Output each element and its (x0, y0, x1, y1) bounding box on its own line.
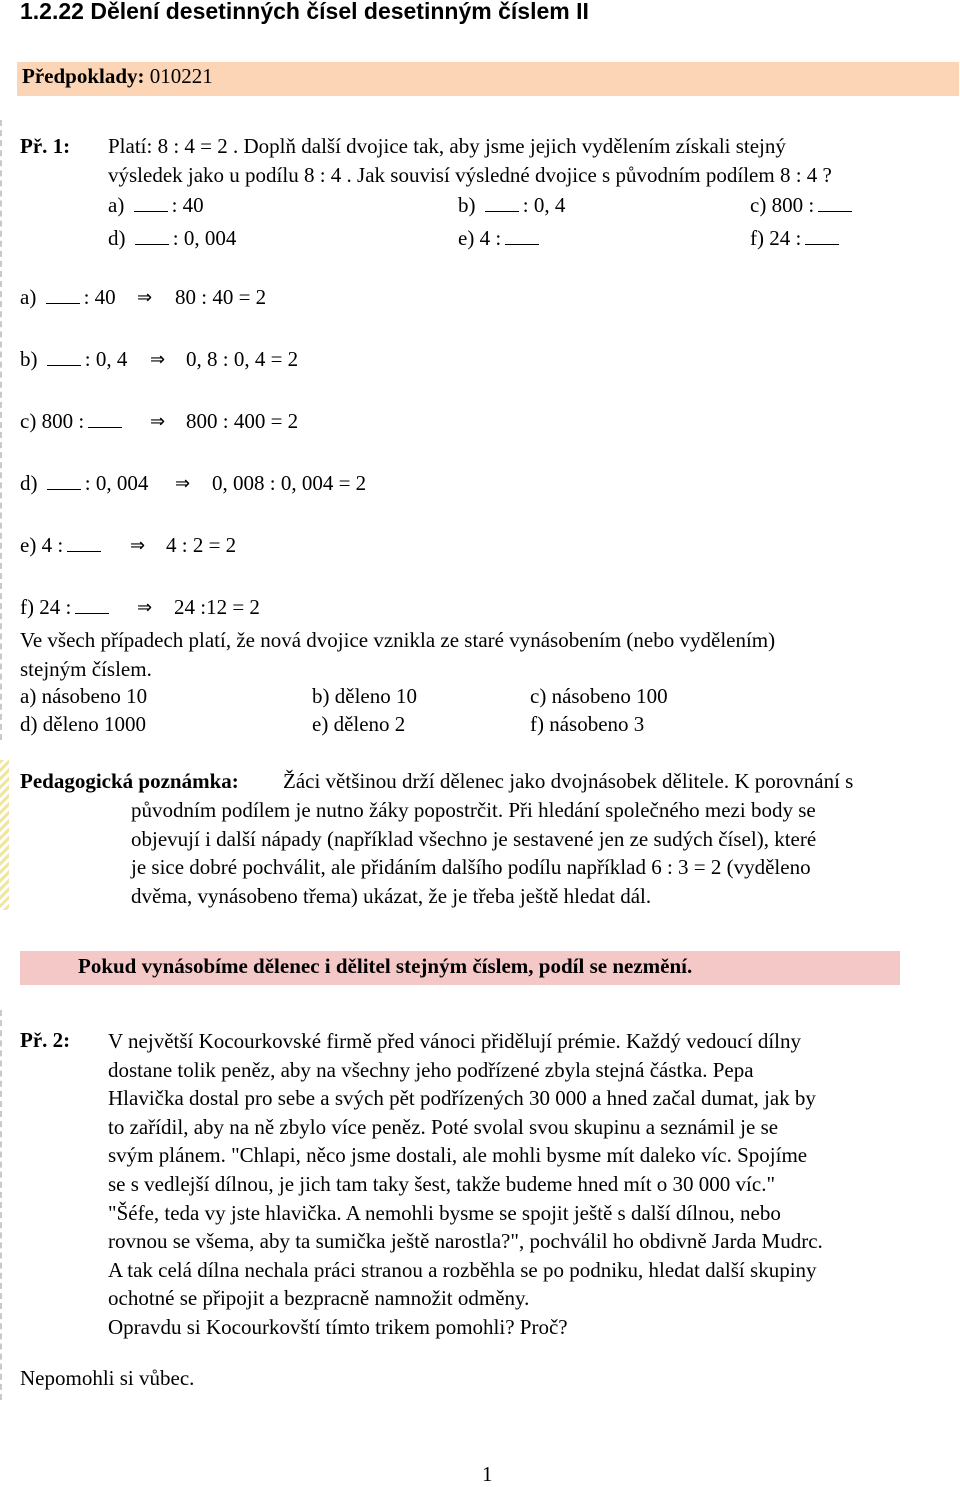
task-f (750, 226, 843, 251)
implies-arrow: ⇒ (130, 535, 146, 556)
prerequisites-value: 010221 (149, 64, 213, 88)
task-e (458, 226, 543, 251)
example-2-line: Opravdu si Kocourkovští tímto trikem pomohli? Proč? (108, 1314, 568, 1339)
conclusion-line: Ve všech případech platí, že nová dvojice vznikla ze staré vynásobením (nebo vydělením) (20, 628, 776, 652)
example-1-text (108, 132, 832, 189)
task-d (108, 226, 236, 251)
example-2-answer: Nepomohli si vůbec. (20, 1366, 195, 1390)
solution-letter: f) (20, 595, 34, 619)
task-b (458, 193, 565, 218)
task-post: : 0, 004 (172, 226, 237, 250)
solution-row (20, 285, 116, 310)
example-1-line: Platí: 8 : 4 = 2 . Doplň další dvojice tak, aby jsme jejich vydělením získali stejný (108, 134, 786, 158)
task-letter: b) (458, 193, 476, 217)
task-letter: f) (750, 226, 764, 250)
note-line: objevují i další nápady (například všechno je sestavené jen ze sudých čísel), které (131, 826, 817, 851)
task-letter: c) (750, 193, 767, 217)
margin-marker (0, 1010, 6, 1400)
solution-row (20, 533, 105, 558)
task-letter: a) (108, 193, 125, 217)
task-blank (135, 228, 169, 245)
implies-arrow: ⇒ (150, 349, 166, 370)
solution-blank (67, 535, 101, 552)
task-letter: e) (458, 226, 475, 250)
margin-marker (0, 120, 6, 740)
example-2-line: ochotné se připojit a bezpracně namnožit odměny. (108, 1286, 530, 1311)
answer-b: b) děleno 10 (312, 684, 417, 708)
page-title: 1.2.22 Dělení desetinných čísel desetinným číslem II (20, 0, 589, 24)
implies-arrow: ⇒ (137, 597, 153, 618)
solution-result: 4 : 2 = 2 (166, 533, 237, 557)
note-text (131, 796, 816, 910)
note-line: původním podílem je nutno žáky popostrčit. Při hledání společného mezi body se (131, 798, 816, 822)
solution-post: : 40 (83, 285, 116, 309)
solution-blank (46, 287, 80, 304)
task-post: : 0, 4 (522, 193, 566, 217)
example-2-line: se s vedlejší dílnou, je jich tam taky šest, takže budeme hned mít o 30 000 víc." (108, 1171, 776, 1196)
example-2-label: Př. 2: (20, 1028, 71, 1052)
prerequisites-label: Předpoklady: (22, 64, 145, 88)
example-1-label: Př. 1: (20, 134, 71, 158)
solution-row (20, 471, 148, 496)
task-letter: d) (108, 226, 126, 250)
solution-row (20, 409, 126, 434)
solution-blank (47, 349, 81, 366)
page-number: 1 (482, 1462, 493, 1486)
rule-text: Pokud vynásobíme dělenec i dělitel stejným číslem, podíl se nezmění. (78, 954, 693, 978)
task-pre: 4 : (479, 226, 502, 250)
task-pre: 800 : (771, 193, 815, 217)
implies-arrow: ⇒ (137, 287, 153, 308)
conclusion-line: stejným číslem. (20, 656, 152, 681)
solution-blank (75, 597, 109, 614)
task-blank (505, 228, 539, 245)
task-blank (485, 195, 519, 212)
answer-d: d) děleno 1000 (20, 712, 146, 736)
solution-pre: 24 : (39, 595, 72, 619)
answer-c: c) násobeno 100 (530, 684, 668, 708)
solution-result: 800 : 400 = 2 (186, 409, 299, 433)
example-2-line: Hlavička dostal pro sebe a svých pět podřízených 30 000 a hned začal dumat, jak by (108, 1086, 816, 1111)
example-2-line: "Šéfe, teda vy jste hlavička. A nemohli bysme se spojit ještě s další dílnou, nebo (108, 1200, 781, 1225)
example-2-line: A tak celá dílna nechala práci stranou a rozběhla se po podniku, hledat další skupiny (108, 1257, 817, 1282)
solution-blank (47, 473, 81, 490)
task-a (108, 193, 204, 218)
solution-result: 0, 8 : 0, 4 = 2 (186, 347, 299, 371)
prerequisites (22, 64, 213, 89)
solution-pre: 4 : (41, 533, 64, 557)
task-c (750, 193, 856, 218)
note-line: Žáci většinou drží dělenec jako dvojnásobek dělitele. K porovnání s (283, 769, 854, 793)
note-margin-hatch (0, 760, 9, 910)
example-1-line: výsledek jako u podílu 8 : 4 . Jak souvisí výsledné dvojice s původním podílem 8 : 4 ? (108, 162, 832, 187)
example-2-line: V největší Kocourkovské firmě před vánoci přidělují prémie. Každý vedoucí dílny (108, 1029, 801, 1053)
example-2-line: rovnou se všema, aby ta sumička ještě narostla?", pochválil ho obdivně Jarda Mudrc. (108, 1229, 823, 1254)
example-2-line: svým plánem. "Chlapi, něco jsme dostali, ale mohli bysme mít daleko víc. Spojíme (108, 1143, 808, 1168)
solution-post: : 0, 4 (84, 347, 128, 371)
answer-a: a) násobeno 10 (20, 684, 148, 708)
solution-letter: a) (20, 285, 37, 309)
solution-pre: 800 : (41, 409, 85, 433)
solution-letter: e) (20, 533, 37, 557)
note-label: Pedagogická poznámka: (20, 769, 239, 793)
example-2-line: to zařídil, aby na ně zbylo více peněz. Poté svolal svou skupinu a seznámil je se (108, 1114, 779, 1139)
task-blank (134, 195, 168, 212)
solution-row (20, 595, 113, 620)
solution-letter: d) (20, 471, 38, 495)
answer-e: e) děleno 2 (312, 712, 406, 736)
task-post: : 40 (171, 193, 204, 217)
solution-blank (88, 411, 122, 428)
solution-result: 0, 008 : 0, 004 = 2 (212, 471, 367, 495)
task-blank (805, 228, 839, 245)
example-2-text (108, 1027, 823, 1342)
solution-row (20, 347, 127, 372)
solution-result: 80 : 40 = 2 (175, 285, 267, 309)
answer-f: f) násobeno 3 (530, 712, 645, 736)
solution-letter: c) (20, 409, 37, 433)
task-pre: 24 : (769, 226, 802, 250)
implies-arrow: ⇒ (150, 411, 166, 432)
example-2-line: dostane tolik peněz, aby na všechny jeho podřízené zbyla stejná částka. Pepa (108, 1057, 754, 1082)
task-blank (818, 195, 852, 212)
solution-post: : 0, 004 (84, 471, 149, 495)
example-1-conclusion (20, 626, 775, 683)
implies-arrow: ⇒ (175, 473, 191, 494)
solution-letter: b) (20, 347, 38, 371)
solution-result: 24 :12 = 2 (174, 595, 260, 619)
note-line: dvěma, vynásobeno třema) ukázat, že je třeba ještě hledat dál. (131, 883, 652, 908)
note-line: je sice dobré pochválit, ale přidáním dalšího podílu například 6 : 3 = 2 (vyděleno (131, 855, 811, 880)
